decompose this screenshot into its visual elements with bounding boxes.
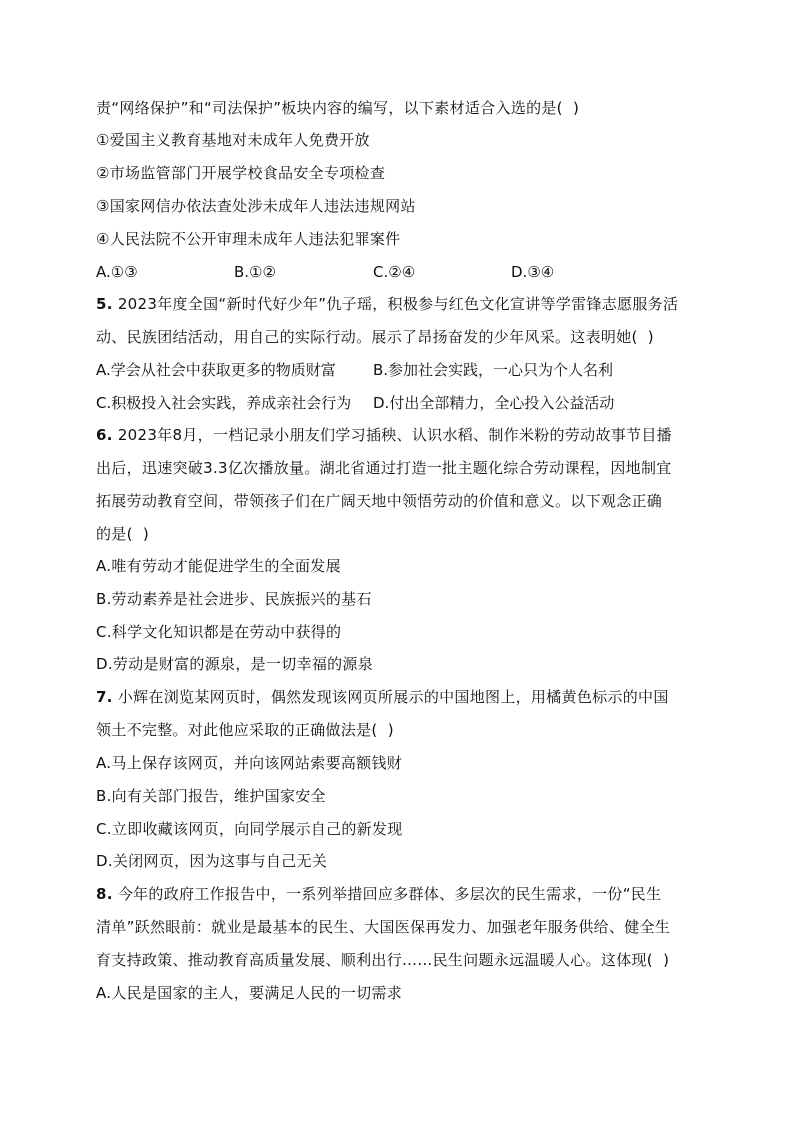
q4-option-a: A.①③ (96, 263, 138, 281)
q5-option-b: B.参加社会实践，一心只为个人名利 (373, 361, 614, 379)
q6-stem-line-4: 的是( ) (96, 525, 150, 543)
q6-number: 6. (96, 426, 113, 444)
q6-option-d: D.劳动是财富的源泉，是一切幸福的源泉 (96, 655, 374, 673)
q8-number: 8. (96, 885, 113, 903)
q8-option-a: A.人民是国家的主人，要满足人民的一切需求 (96, 984, 403, 1002)
q7-stem-text-1: 小辉在浏览某网页时，偶然发现该网页所展示的中国地图上，用橘黄色标示的中国 (117, 688, 669, 706)
q5-option-a: A.学会从社会中获取更多的物质财富 (96, 361, 336, 379)
q5-stem-text-1: 2023年度全国“新时代好少年”仇子瑶，积极参与红色文化宣讲等学雷锋志愿服务活 (117, 295, 679, 313)
q6-option-c: C.科学文化知识都是在劳动中获得的 (96, 623, 342, 641)
q6-option-b: B.劳动素养是社会进步、民族振兴的基石 (96, 590, 372, 608)
q7-option-b: B.向有关部门报告，维护国家安全 (96, 787, 326, 805)
q4-option-c: C.②④ (373, 263, 416, 281)
q5-number: 5. (96, 295, 113, 313)
q6-stem-line-3: 拓展劳动教育空间，带领孩子们在广阔天地中领悟劳动的价值和意义。以下观念正确 (96, 492, 663, 510)
q8-stem-line-3: 育支持政策、推动教育高质量发展、顺利出行……民生问题永远温暖人心。这体现( ) (96, 951, 670, 969)
q7-option-c: C.立即收藏该网页，向同学展示自己的新发现 (96, 820, 403, 838)
q4-option-b: B.①② (234, 263, 276, 281)
q6-option-a: A.唯有劳动才能促进学生的全面发展 (96, 557, 341, 575)
q5-stem-line-1 (96, 294, 678, 314)
q7-option-d: D.关闭网页，因为这事与自己无关 (96, 852, 328, 870)
q5-option-c: C.积极投入社会实践，养成亲社会行为 (96, 394, 352, 412)
q7-option-a: A.马上保存该网页，并向该网站索要高额钱财 (96, 754, 403, 772)
q4-option-d: D.③④ (511, 263, 555, 281)
q4-stem-tail: 责“网络保护”和“司法保护”板块内容的编写，以下素材适合入选的是( ) (96, 99, 580, 117)
q6-stem-line-1 (96, 425, 672, 445)
q6-stem-text-1: 2023年8月，一档记录小朋友们学习插秧、认识水稻、制作米粉的劳动故事节目播 (117, 426, 672, 444)
q7-stem-line-1 (96, 687, 669, 707)
q5-option-d: D.付出全部精力，全心投入公益活动 (373, 394, 615, 412)
q8-stem-line-2: 清单”跃然眼前：就业是最基本的民生、大国医保再发力、加强老年服务供给、健全生 (96, 918, 671, 936)
q7-stem-line-2: 领土不完整。对此他应采取的正确做法是( ) (96, 721, 394, 739)
q8-stem-line-1 (96, 884, 661, 904)
q6-stem-line-2: 出后，迅速突破3.3亿次播放量。湖北省通过打造一批主题化综合劳动课程，因地制宜 (96, 459, 672, 477)
q4-item-1: ①爱国主义教育基地对未成年人免费开放 (96, 131, 370, 149)
q7-number: 7. (96, 688, 113, 706)
q4-item-2: ②市场监管部门开展学校食品安全专项检查 (96, 164, 386, 182)
q5-stem-line-2: 动、民族团结活动，用自己的实际行动。展示了昂扬奋发的少年风采。这表明她( ) (96, 328, 654, 346)
q8-stem-text-1: 今年的政府工作报告中，一系列举措回应多群体、多层次的民生需求，一份“民生 (117, 885, 662, 903)
q4-item-4: ④人民法院不公开审理未成年人违法犯罪案件 (96, 230, 401, 248)
q4-item-3: ③国家网信办依法查处涉未成年人违法违规网站 (96, 197, 416, 215)
